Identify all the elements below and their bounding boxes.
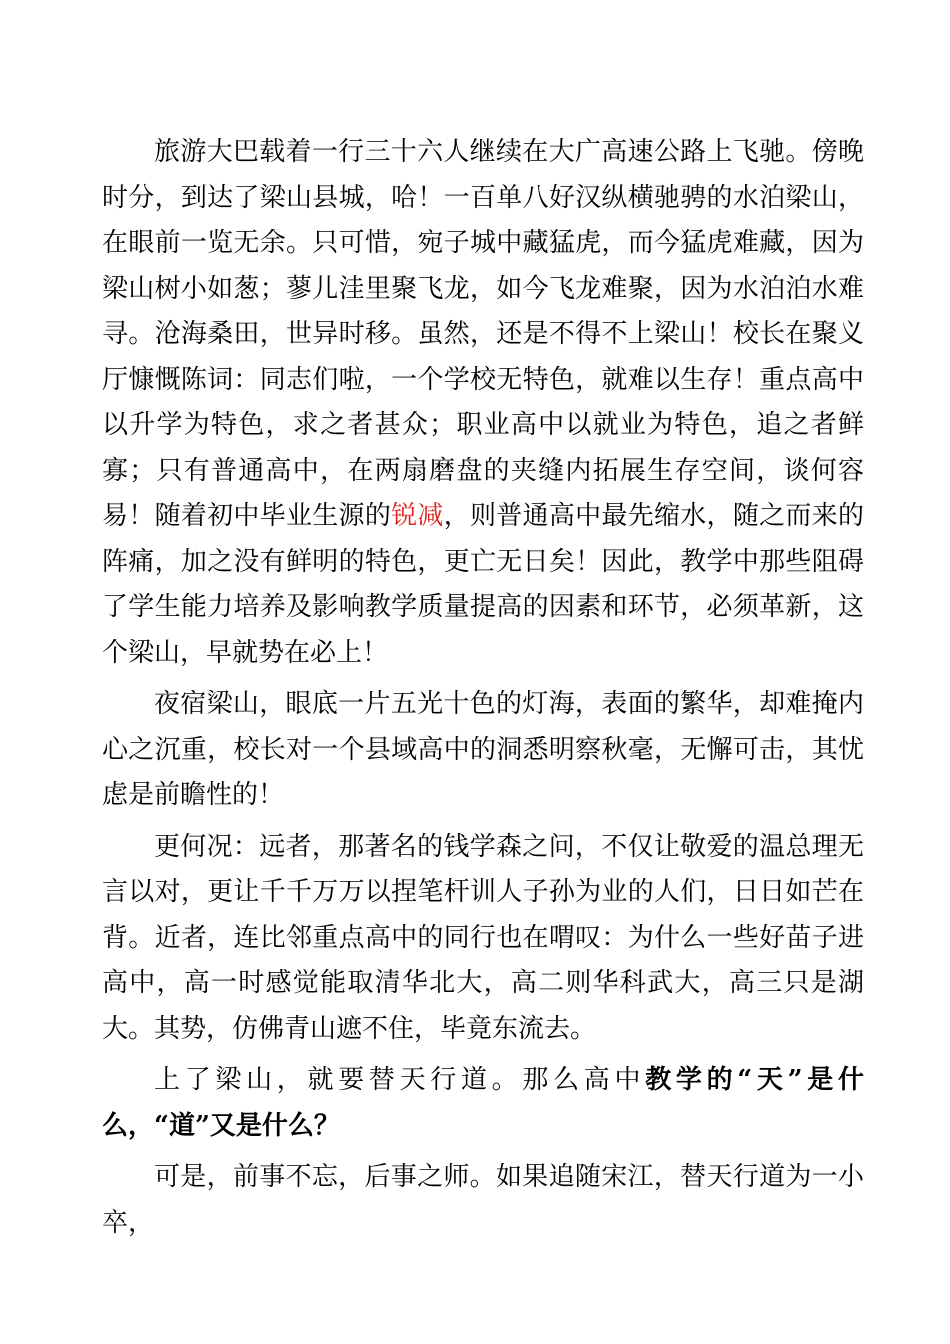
bold-question: 教学的“天”是什么，“道”又是什么？ [102,1065,864,1141]
highlighted-word: 锐减 [391,501,444,531]
paragraph-4 [102,1058,864,1149]
paragraph-1-text-start: 旅游大巴载着一行三十六人继续在大广高速公路上飞驰。傍晚时分，到达了梁山县城，哈！一百单八好汉纵横驰骋的水泊梁山，在眼前一览无余。只可惜，宛子城中藏猛虎，而今猛虎难藏，因为梁山树小如葱；蓼儿洼里聚飞龙，如今飞龙难聚，因为水泊泊水难寻。沧海桑田，世异时移。虽然，还是不得不上梁山！校长在聚义厅慷慨陈词：同志们啦，一个学校无特色，就难以生存！重点高中以升学为特色，求之者甚众；职业高中以就业为特色，追之者鲜寡；只有普通高中，在两扇磨盘的夹缝内拓展生存空间，谈何容易！随着初中毕业生源的 [102,137,864,531]
paragraph-5: 可是，前事不忘，后事之师。如果追随宋江，替天行道为一小卒， [102,1162,864,1238]
paragraph-1 [102,130,864,676]
paragraph-2: 夜宿梁山，眼底一片五光十色的灯海，表面的繁华，却难掩内心之沉重，校长对一个县域高中的洞悉明察秋毫，无懈可击，其忧虑是前瞻性的！ [102,689,864,810]
paragraph-1-text-end: ，则普通高中最先缩水，随之而来的阵痛，加之没有鲜明的特色，更亡无日矣！因此，教学中那些阻碍了学生能力培养及影响教学质量提高的因素和环节，必须革新，这个梁山，早就势在必上！ [102,501,864,668]
document-body [102,130,864,1252]
paragraph-4-text-start: 上了梁山，就要替天行道。那么高中 [154,1065,646,1095]
paragraph-3: 更何况：远者，那著名的钱学森之问，不仅让敬爱的温总理无言以对，更让千千万万以捏笔杆训人子孙为业的人们，日日如芒在背。近者，连比邻重点高中的同行也在喟叹：为什么一些好苗子进高中，高一时感觉能取清华北大，高二则华科武大，高三只是湖大。其势，仿佛青山遮不住，毕竟东流去。 [102,831,864,1044]
